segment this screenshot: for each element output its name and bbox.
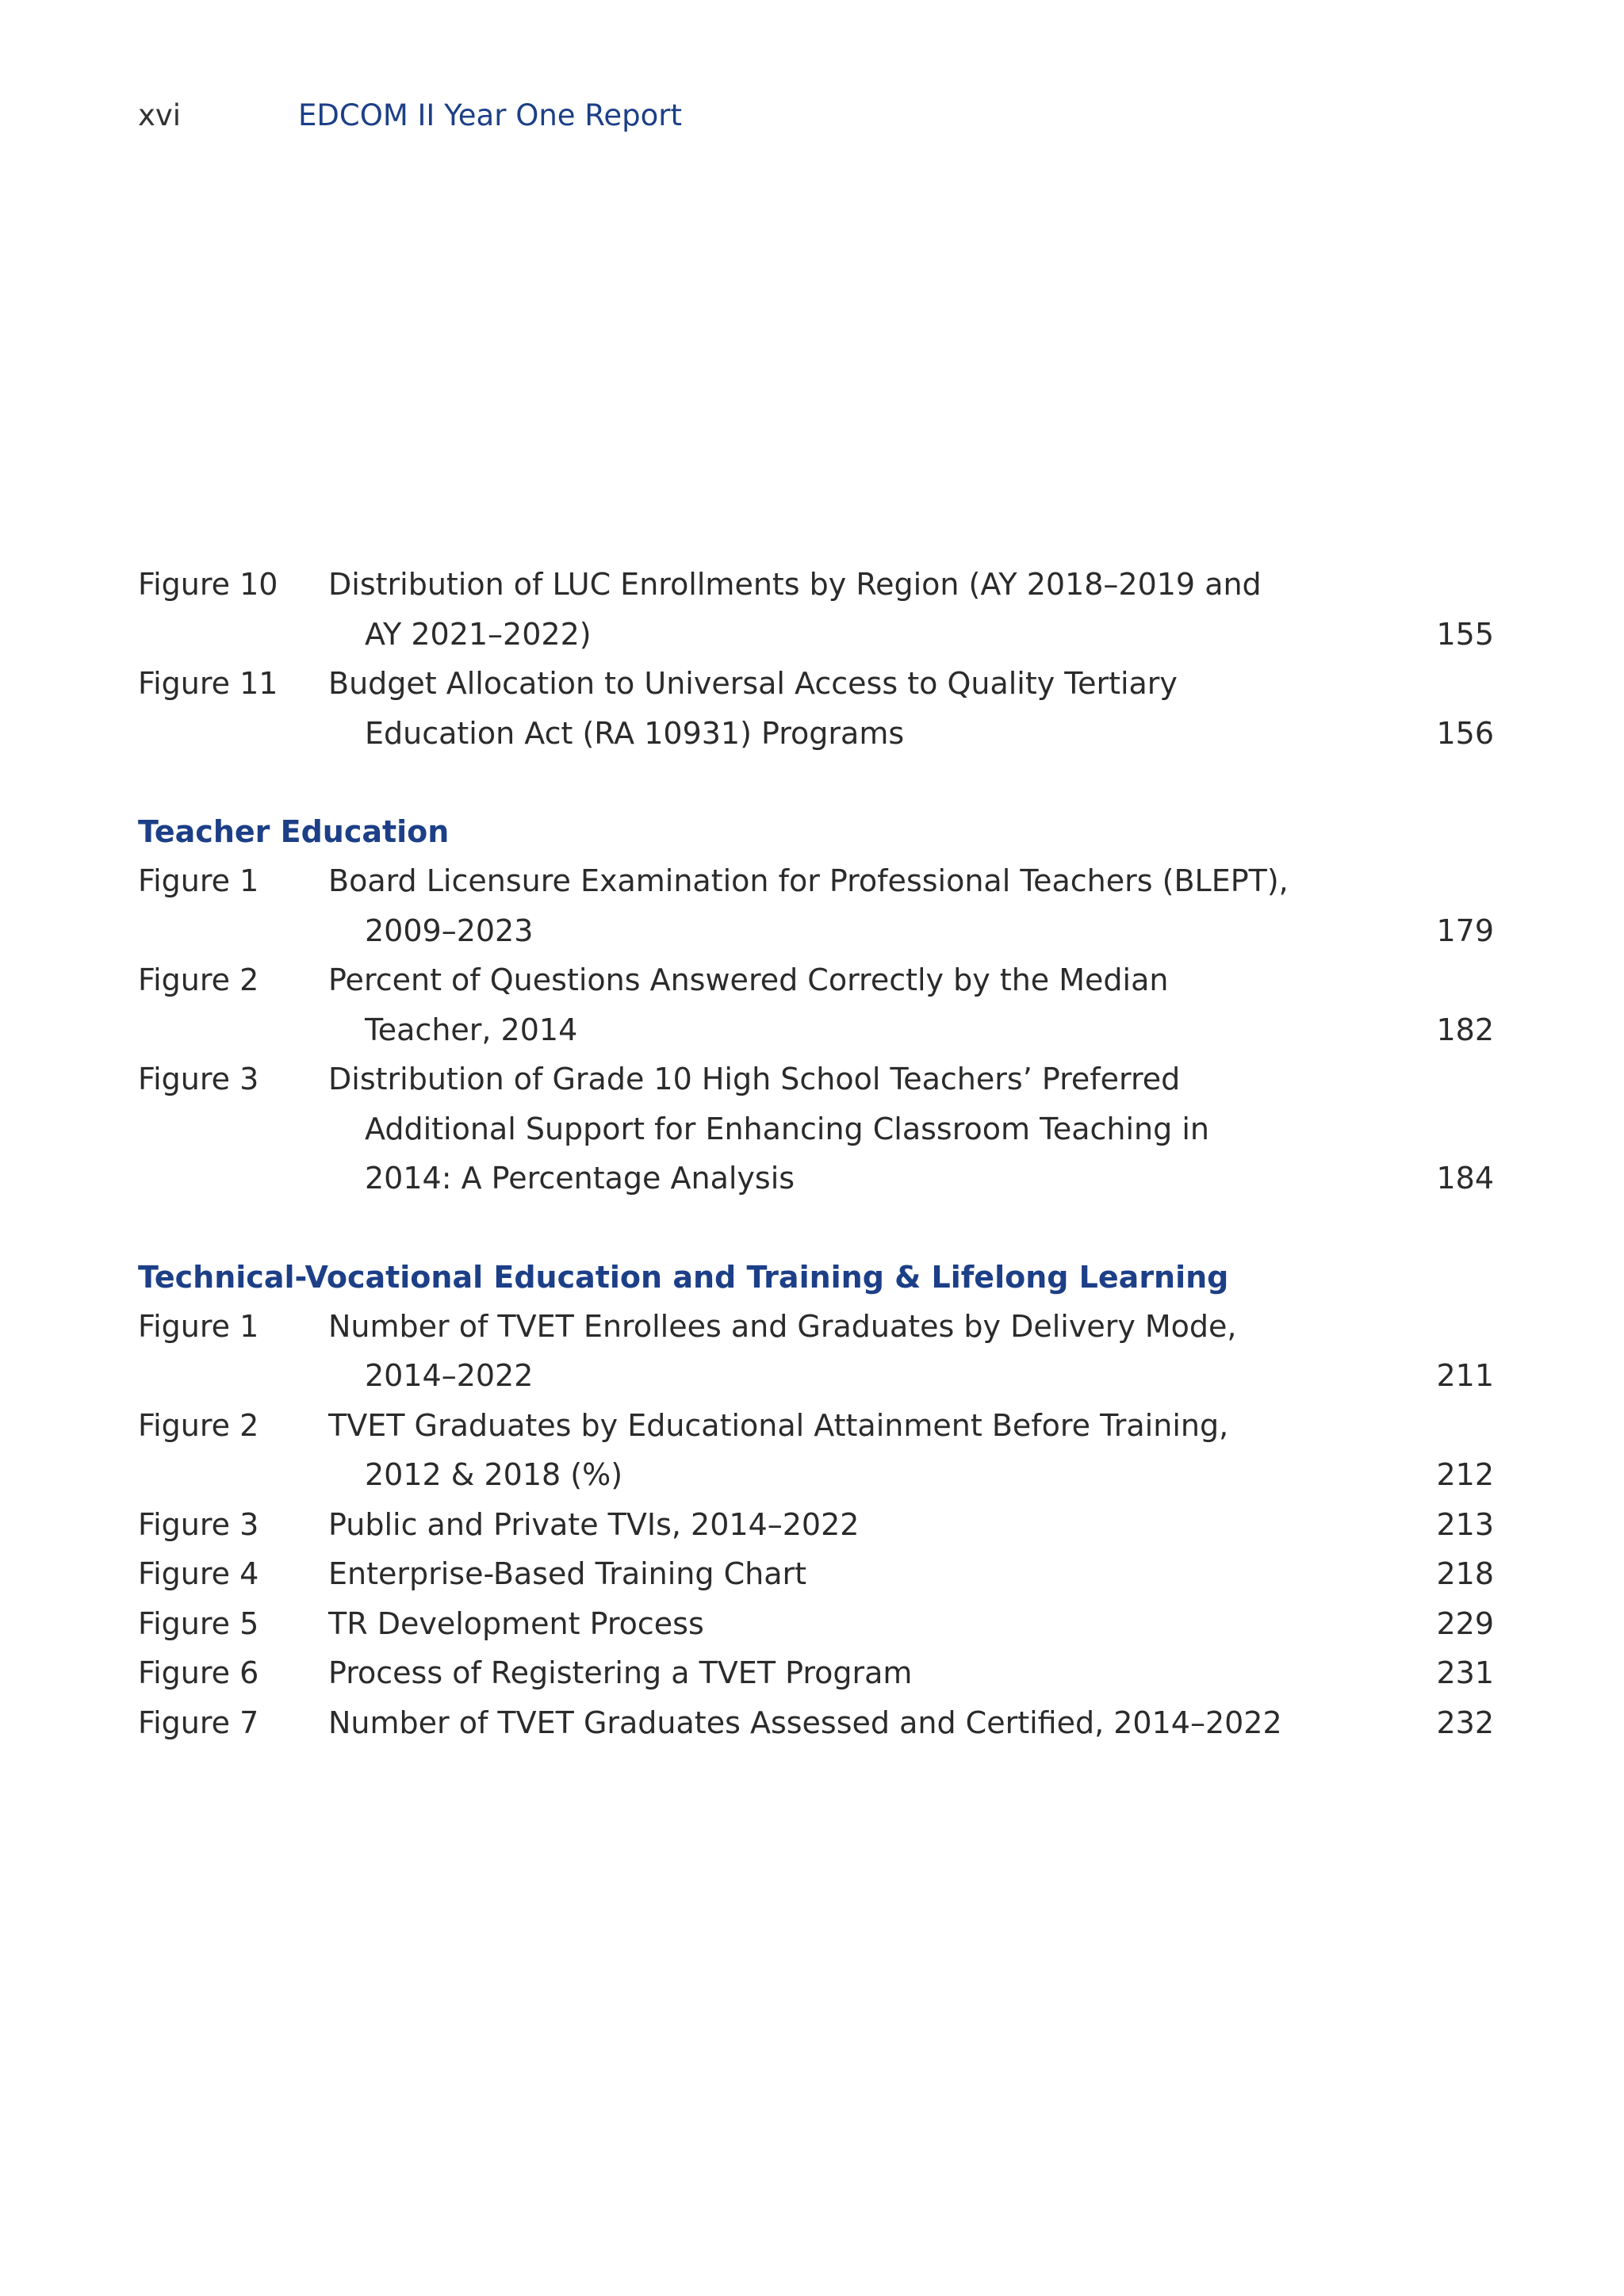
toc-entry[interactable] bbox=[138, 856, 1494, 955]
figure-title bbox=[328, 1648, 1391, 1698]
figure-label: Figure 1 bbox=[138, 1308, 259, 1344]
figure-label: Figure 3 bbox=[138, 1506, 259, 1542]
toc-entry[interactable] bbox=[138, 560, 1494, 659]
toc-entry[interactable] bbox=[138, 1549, 1494, 1599]
page-number-ref: 218 bbox=[1436, 1556, 1494, 1591]
page-number-ref: 156 bbox=[1436, 715, 1494, 751]
toc-entry[interactable] bbox=[138, 1500, 1494, 1550]
figure-title bbox=[328, 856, 1391, 955]
page-number-ref: 179 bbox=[1436, 913, 1494, 948]
figure-title bbox=[328, 1401, 1391, 1500]
figure-title-line: Budget Allocation to Universal Access to Quality Tertiary bbox=[328, 666, 1178, 701]
figure-title bbox=[328, 1698, 1391, 1748]
page-number-ref: 211 bbox=[1436, 1358, 1494, 1393]
toc-section bbox=[138, 560, 1494, 758]
figure-title-line: Number of TVET Enrollees and Graduates by Delivery Mode, bbox=[328, 1308, 1237, 1344]
figure-title-line: Teacher, 2014 bbox=[365, 1012, 578, 1047]
toc-entry[interactable] bbox=[138, 955, 1494, 1054]
figure-title bbox=[328, 1500, 1391, 1550]
figure-title bbox=[328, 1054, 1391, 1203]
list-of-figures bbox=[138, 560, 1494, 1747]
section-heading: Technical-Vocational Education and Training & Lifelong Learning bbox=[138, 1259, 1229, 1295]
figure-title bbox=[328, 560, 1391, 659]
figure-title-line: Process of Registering a TVET Program bbox=[328, 1655, 913, 1690]
running-title: EDCOM II Year One Report bbox=[298, 98, 682, 132]
figure-title-line: 2009–2023 bbox=[365, 913, 534, 948]
toc-entry[interactable] bbox=[138, 1054, 1494, 1203]
figure-title bbox=[328, 955, 1391, 1054]
figure-title-line: 2014: A Percentage Analysis bbox=[365, 1161, 795, 1196]
figure-label: Figure 5 bbox=[138, 1605, 259, 1641]
page-number-ref: 155 bbox=[1436, 616, 1494, 652]
page-number-ref: 182 bbox=[1436, 1012, 1494, 1047]
toc-section bbox=[138, 1253, 1494, 1748]
page-number-ref: 231 bbox=[1436, 1655, 1494, 1690]
page-number-ref: 232 bbox=[1436, 1705, 1494, 1740]
figure-title-line: 2012 & 2018 (%) bbox=[365, 1457, 623, 1492]
figure-title-line: Distribution of LUC Enrollments by Region (AY 2018–2019 and bbox=[328, 567, 1262, 602]
page-number: xvi bbox=[138, 98, 182, 132]
figure-title-line: Public and Private TVIs, 2014–2022 bbox=[328, 1506, 860, 1542]
figure-label: Figure 2 bbox=[138, 1407, 259, 1443]
figure-label: Figure 4 bbox=[138, 1556, 259, 1591]
figure-title bbox=[328, 1302, 1391, 1401]
toc-entry[interactable] bbox=[138, 1401, 1494, 1500]
page-number-ref: 212 bbox=[1436, 1457, 1494, 1492]
toc-entry[interactable] bbox=[138, 1698, 1494, 1748]
toc-entry[interactable] bbox=[138, 1302, 1494, 1401]
toc-entry[interactable] bbox=[138, 1599, 1494, 1649]
figure-label: Figure 6 bbox=[138, 1655, 259, 1690]
toc-section bbox=[138, 807, 1494, 1203]
page-number-ref: 213 bbox=[1436, 1506, 1494, 1542]
figure-title bbox=[328, 659, 1391, 758]
figure-title-line: Board Licensure Examination for Professional Teachers (BLEPT), bbox=[328, 863, 1289, 898]
figure-title bbox=[328, 1599, 1391, 1649]
figure-title-line: Enterprise-Based Training Chart bbox=[328, 1556, 807, 1591]
figure-title-line: Percent of Questions Answered Correctly by the Median bbox=[328, 962, 1169, 997]
section-heading: Teacher Education bbox=[138, 814, 450, 849]
figure-title-line: Additional Support for Enhancing Classroom Teaching in bbox=[365, 1111, 1209, 1146]
figure-title-line: TR Development Process bbox=[328, 1605, 704, 1641]
figure-label: Figure 1 bbox=[138, 863, 259, 898]
page-number-ref: 184 bbox=[1436, 1161, 1494, 1196]
figure-title-line: Number of TVET Graduates Assessed and Certified, 2014–2022 bbox=[328, 1705, 1282, 1740]
figure-title-line: Distribution of Grade 10 High School Teachers’ Preferred bbox=[328, 1062, 1181, 1096]
figure-title-line: Education Act (RA 10931) Programs bbox=[365, 715, 905, 751]
figure-title-line: AY 2021–2022) bbox=[365, 616, 592, 652]
figure-label: Figure 10 bbox=[138, 567, 278, 602]
figure-label: Figure 11 bbox=[138, 666, 278, 701]
figure-title-line: 2014–2022 bbox=[365, 1358, 534, 1393]
figure-title-line: TVET Graduates by Educational Attainment Before Training, bbox=[328, 1407, 1229, 1443]
figure-title bbox=[328, 1549, 1391, 1599]
figure-label: Figure 7 bbox=[138, 1705, 259, 1740]
toc-entry[interactable] bbox=[138, 1648, 1494, 1698]
figure-label: Figure 3 bbox=[138, 1062, 259, 1096]
page-number-ref: 229 bbox=[1436, 1605, 1494, 1641]
toc-entry[interactable] bbox=[138, 659, 1494, 758]
figure-label: Figure 2 bbox=[138, 962, 259, 997]
